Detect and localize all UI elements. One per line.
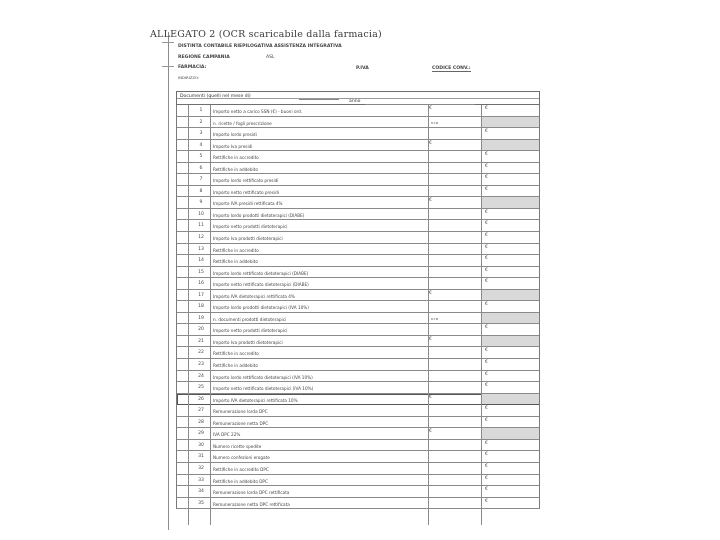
table-header-left: Documenti (quelli nel mese di) (180, 94, 251, 99)
row-number: 30 (198, 442, 204, 448)
page-edge-line (168, 32, 169, 530)
table-row (177, 244, 539, 256)
shaded-cell (482, 394, 539, 405)
table-row (177, 105, 539, 117)
margin-tick (162, 66, 174, 67)
row-number: 6 (199, 165, 203, 171)
shaded-cell (482, 428, 539, 439)
row-description: Rettifiche in addebito (213, 259, 258, 265)
table-row (177, 382, 539, 394)
row-euro-mark-right: € (485, 487, 488, 493)
row-euro-mark-right: € (485, 279, 488, 285)
shaded-cell (482, 140, 539, 151)
row-euro-mark: € (429, 290, 432, 296)
row-description: Remunerazione lorda DPC (213, 409, 268, 415)
row-euro-mark-right: € (485, 452, 488, 458)
row-euro-mark-right: € (485, 325, 488, 331)
row-number: 12 (198, 235, 204, 241)
shaded-cell (482, 117, 539, 128)
table-row (177, 255, 539, 267)
row-number: 35 (198, 500, 204, 506)
row-description: Importo Iva prodotti dietoterapici (213, 236, 283, 242)
row-number: 24 (198, 373, 204, 379)
row-euro-mark-right: € (485, 440, 488, 446)
row-number: 8 (199, 188, 203, 194)
table-row (177, 313, 539, 325)
row-description: Importo IVA presidi rettificata 4% (213, 201, 283, 207)
table-body (176, 105, 540, 509)
table-row (177, 347, 539, 359)
row-euro-mark: € (429, 198, 432, 204)
row-description: Importo Iva presidi (213, 143, 253, 149)
table-header (176, 91, 540, 105)
table-row (177, 336, 539, 348)
row-euro-mark: € (429, 140, 432, 146)
table-header-anno: anno (349, 99, 361, 104)
row-euro-mark: € (429, 394, 432, 400)
row-number: 10 (198, 211, 204, 217)
row-description: Rettifiche in accredito (213, 351, 259, 357)
row-number: 33 (198, 477, 204, 483)
table-row (177, 209, 539, 221)
row-description: Importo IVA dietoterapici rettificata 4% (213, 293, 295, 299)
row-number: 11 (198, 223, 204, 229)
row-euro-mark-right: € (485, 256, 488, 262)
row-number: 31 (198, 454, 204, 460)
row-unit: n.ro (431, 120, 439, 125)
column-line (210, 105, 211, 525)
row-euro-mark-right: € (485, 209, 488, 215)
table-row (177, 417, 539, 429)
row-description: Importo lordo rettificato dietoterapici (IVA 10%) (213, 374, 313, 380)
row-euro-mark-right: € (485, 475, 488, 481)
row-number: 25 (198, 385, 204, 391)
row-euro-mark-right: € (485, 106, 488, 111)
row-number: 26 (198, 396, 204, 402)
row-description: Rettifiche in addebito (213, 363, 258, 369)
row-euro-mark-right: € (485, 383, 488, 389)
shaded-cell (482, 336, 539, 347)
row-number: 19 (198, 315, 204, 321)
row-description: Importo Iva prodotti dietoterapici (213, 339, 283, 345)
row-euro-mark-right: € (485, 463, 488, 469)
table-row (177, 197, 539, 209)
row-number: 28 (198, 419, 204, 425)
row-euro-mark-right: € (485, 267, 488, 273)
row-number: 3 (199, 131, 203, 137)
row-number: 5 (199, 154, 203, 160)
row-euro-mark-right: € (485, 348, 488, 354)
row-description: Remunerazione netta DPC (213, 420, 269, 426)
table-row (177, 163, 539, 175)
table-row (177, 394, 539, 406)
row-number: 20 (198, 327, 204, 333)
row-description: Rettifiche in accredito (213, 155, 259, 161)
row-description: Importo lordo prodotti dietoterapici (DIABE) (213, 212, 305, 218)
table-row (177, 324, 539, 336)
row-description: Importo lordo rettificato presidi (213, 178, 279, 184)
shaded-cell (482, 290, 539, 301)
row-euro-mark: € (429, 106, 432, 111)
table-row (177, 359, 539, 371)
margin-tick (162, 42, 174, 43)
row-number: 15 (198, 269, 204, 275)
row-description: Importo netto prodotti dietoterapici (213, 224, 288, 230)
document-title: ALLEGATO 2 (OCR scaricabile dalla farmacia) (150, 29, 382, 40)
table-row (177, 498, 539, 510)
row-description: Importo lordo rettificato dietoterapici (DIABE) (213, 270, 309, 276)
table-row (177, 117, 539, 129)
row-euro-mark-right: € (485, 152, 488, 158)
row-description: IVA DPC 22% (213, 432, 241, 438)
row-description: Rettifiche in addebito DPC (213, 478, 268, 484)
row-description: Importo netto rettificato dietoterapici (IVA 10%) (213, 386, 314, 392)
row-description: Rettifiche in accredito (213, 247, 259, 253)
table-row (177, 128, 539, 140)
document-subtitle: DISTINTA CONTABILE RIEPILOGATIVA ASSISTENZA INTEGRATIVA (178, 44, 342, 49)
table-row (177, 151, 539, 163)
indirizzo-label: INDIRIZZO: (178, 75, 200, 80)
row-number: 7 (199, 177, 203, 183)
table-row (177, 428, 539, 440)
table-row (177, 232, 539, 244)
table-row (177, 486, 539, 498)
row-euro-mark: € (429, 429, 432, 435)
row-euro-mark-right: € (485, 371, 488, 377)
row-number: 14 (198, 258, 204, 264)
row-number: 4 (199, 142, 203, 148)
row-euro-mark-right: € (485, 186, 488, 192)
row-description: n. documenti prodotti dietoterapici (213, 316, 287, 322)
table-row (177, 405, 539, 417)
row-description: Rettifiche in addebito (213, 166, 258, 172)
table-row (177, 220, 539, 232)
table-row (177, 278, 539, 290)
region-label: REGIONE CAMPANIA (178, 55, 230, 60)
column-line (481, 105, 482, 525)
row-euro-mark-right: € (485, 244, 488, 250)
row-number: 2 (199, 119, 203, 125)
table-row (177, 451, 539, 463)
table-row (177, 371, 539, 383)
row-euro-mark-right: € (485, 360, 488, 366)
table-row (177, 463, 539, 475)
row-description: Importo lordo presidi (213, 132, 257, 138)
row-description: Remunerazione lorda DPC rettificata (213, 490, 290, 496)
row-number: 34 (198, 489, 204, 495)
row-unit: n.ro (431, 316, 439, 321)
farmacia-label: FARMACIA: (178, 65, 207, 70)
table-row (177, 140, 539, 152)
row-number: 29 (198, 431, 204, 437)
shaded-cell (482, 197, 539, 208)
row-description: Rettifiche in accredito DPC (213, 466, 269, 472)
table-row (177, 174, 539, 186)
row-number: 16 (198, 281, 204, 287)
row-number: 23 (198, 362, 204, 368)
asl-label: ASL (266, 55, 275, 60)
row-description: Importo lordo prodotti dietoterapici (IVA 10%) (213, 305, 309, 311)
table-row (177, 267, 539, 279)
row-euro-mark-right: € (485, 498, 488, 504)
table-row (177, 290, 539, 302)
row-euro-mark-right: € (485, 221, 488, 227)
table-row (177, 475, 539, 487)
row-description: Importo netto prodotti dietoterapici (213, 328, 288, 334)
row-description: Numero ricette spedite (213, 443, 262, 449)
row-description: Importo netto rettificato dietoterapici (DIABE) (213, 282, 309, 288)
table-row (177, 440, 539, 452)
shaded-cell (482, 313, 539, 324)
row-description: n. ricette / fogli prescrizione (213, 120, 272, 126)
row-euro-mark-right: € (485, 175, 488, 181)
row-number: 27 (198, 408, 204, 414)
row-number: 17 (198, 292, 204, 298)
row-euro-mark-right: € (485, 302, 488, 308)
row-euro-mark-right: € (485, 129, 488, 135)
piva-label: P.IVA (356, 66, 369, 71)
table-row (177, 301, 539, 313)
row-euro-mark-right: € (485, 163, 488, 169)
row-euro-mark-right: € (485, 406, 488, 412)
row-euro-mark-right: € (485, 233, 488, 239)
row-number: 13 (198, 246, 204, 252)
row-number: 1 (199, 108, 203, 113)
row-number: 32 (198, 465, 204, 471)
row-description: Importo IVA dietoterapici rettificata 10% (213, 397, 298, 403)
row-number: 9 (199, 200, 203, 206)
column-line (428, 105, 429, 525)
table-row (177, 186, 539, 198)
row-euro-mark-right: € (485, 417, 488, 423)
row-description: Importo netto a carico SSN (€) - buoni ord. (213, 109, 303, 114)
row-number: 18 (198, 304, 204, 310)
row-number: 22 (198, 350, 204, 356)
row-description: Importo netto rettificato presidi (213, 189, 279, 195)
row-description: Remunerazione netta DPC rettificata (213, 501, 290, 507)
codice-label: CODICE CONV.: (432, 66, 471, 71)
column-line (188, 105, 189, 525)
row-description: Numero confezioni erogate (213, 455, 270, 461)
row-euro-mark: € (429, 336, 432, 342)
row-number: 21 (198, 338, 204, 344)
distinta-table (176, 91, 540, 509)
